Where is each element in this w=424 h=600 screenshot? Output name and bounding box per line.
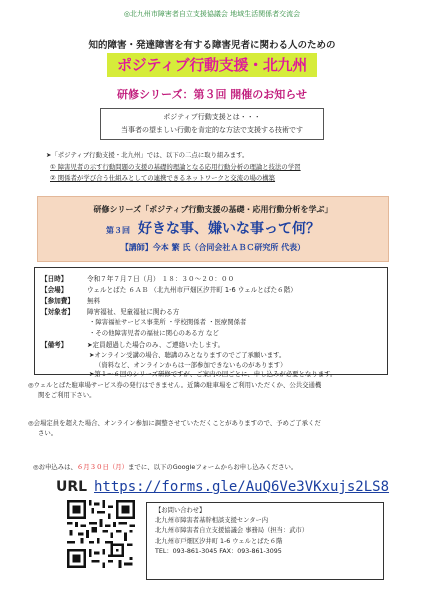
detail-date: [41, 273, 234, 283]
contact-box: [146, 502, 384, 580]
venue-key: 【会場】: [41, 286, 68, 294]
url-label: URL: [56, 479, 88, 495]
contact-line-4: TEL：093-861-3045 FAX：093-861-3095: [155, 547, 282, 555]
intro-section: [46, 150, 301, 185]
definition-box: [100, 108, 324, 140]
detail-target: [41, 306, 179, 316]
page-title: ポジティブ行動支援・北九州: [107, 53, 317, 77]
parking-line-2: 関をご利用下さい。: [38, 391, 96, 399]
venue-value: ウェルとばた ６ＡＢ （北九州市戸畑区汐井町 1-6 ウェルとばた６階）: [87, 286, 297, 294]
fee-value: 無料: [87, 297, 101, 305]
banner-session: 第３回: [106, 226, 130, 235]
date-value: 令和７年７月７日（月） １８：３０～２０：００: [87, 275, 235, 283]
contact-line-3: 北九州市戸畑区汐井町 1-6 ウェルとばた６階: [155, 537, 283, 545]
parking-line-1: ◎ウェルとばた駐車場サービス券の発行はできません。近隣の駐車場をご利用いただくか、公共交通機: [28, 381, 322, 389]
capacity-note: [28, 418, 400, 438]
notes-sub-3: ➤第１～６回のシリーズ研修ですが、ご案内の回ごとに、申し込みが必要となります。: [89, 370, 337, 378]
event-details-box: [34, 267, 388, 378]
contact-line-1: 北九州市障害者基幹相談支援センター内: [155, 517, 269, 525]
parking-note: [28, 380, 400, 400]
target-key: 【対象者】: [41, 308, 74, 316]
capacity-line-2: さい。: [38, 429, 58, 437]
definition-text: 当事者の望ましい行動を肯定的な方法で支援する技術です: [121, 126, 303, 134]
notes-key: 【備考】: [41, 341, 68, 349]
target-value: 障害福祉、児童福祉に関わる方: [87, 308, 180, 316]
date-key: 【日時】: [41, 275, 68, 283]
detail-notes: [41, 339, 224, 349]
deadline-date: ６月３０日（月）: [76, 463, 129, 471]
session-banner: [37, 196, 389, 262]
definition-heading: ポジティブ行動支援とは・・・: [163, 113, 261, 121]
banner-lecturer: 【講師】今本 繁 氏（合同会社ＡＢＣ研究所 代表）: [120, 243, 306, 252]
capacity-line-1: ◎会場定員を超えた場合、オンライン参加に調整させていただくことがありますので、予めご了承くだ: [28, 419, 321, 427]
intro-lead: ➤「ポジティブ行動支援・北九州」では、以下の二点に取り組みます。: [46, 151, 249, 159]
notes-value: ➤定員超過した場合のみ、ご連絡いたします。: [87, 341, 225, 349]
contact-line-2: 北九州市障害者自立支援協議会 事務局（担当：武市）: [155, 527, 309, 535]
banner-topic: 好きな事、嫌いな事って何？: [138, 221, 320, 237]
form-url-link[interactable]: https://forms.gle/AuQ6Ve3VKxujs2LS8: [94, 479, 390, 495]
intro-item-2: ② 関係者が学び合う仕組みとしての連携できるネットワークと交流の場の構築: [50, 174, 276, 182]
target-sub-1: ・障害福祉サービス事業所 ・学校関係者 ・医療関係者: [89, 318, 247, 326]
deadline-pre: ◎お申込みは、: [33, 463, 77, 471]
contact-title: 【お問い合わせ】: [155, 507, 206, 514]
detail-venue: [41, 284, 297, 294]
target-sub-2: ・その他障害児者の福祉に関心のある方 など: [89, 329, 219, 337]
fee-key: 【参加費】: [41, 297, 74, 305]
detail-fee: [41, 295, 100, 305]
notes-sub-2: （資料など、オンラインからは一部参加できないものがあります）: [95, 361, 287, 369]
deadline-note: [33, 462, 297, 471]
deadline-post: までに、以下のGoogleフォームからお申し込みください。: [128, 463, 298, 471]
series-notice: 研修シリーズ：第３回 開催のお知らせ: [117, 88, 307, 101]
notes-sub-1: ➤オンライン受講の場合、聴講のみとなりますのでご了承願います。: [89, 351, 286, 359]
qr-code-icon[interactable]: [67, 500, 135, 568]
intro-item-1: ① 障害児者の示す行動問題の支援の基礎的理論となる応用行動分析の理論と技法の学習: [50, 162, 301, 171]
organizer-line: ◎北九州市障害者自立支援協議会 地域生活関係者交流会: [123, 10, 301, 18]
banner-series: 研修シリーズ「ポジティブ行動支援の基礎・応用行動分析を学ぶ」: [93, 205, 333, 214]
banner-topic-row: [38, 218, 388, 238]
lead-text: 知的障害・発達障害を有する障害児者に関わる人のための: [88, 40, 336, 51]
